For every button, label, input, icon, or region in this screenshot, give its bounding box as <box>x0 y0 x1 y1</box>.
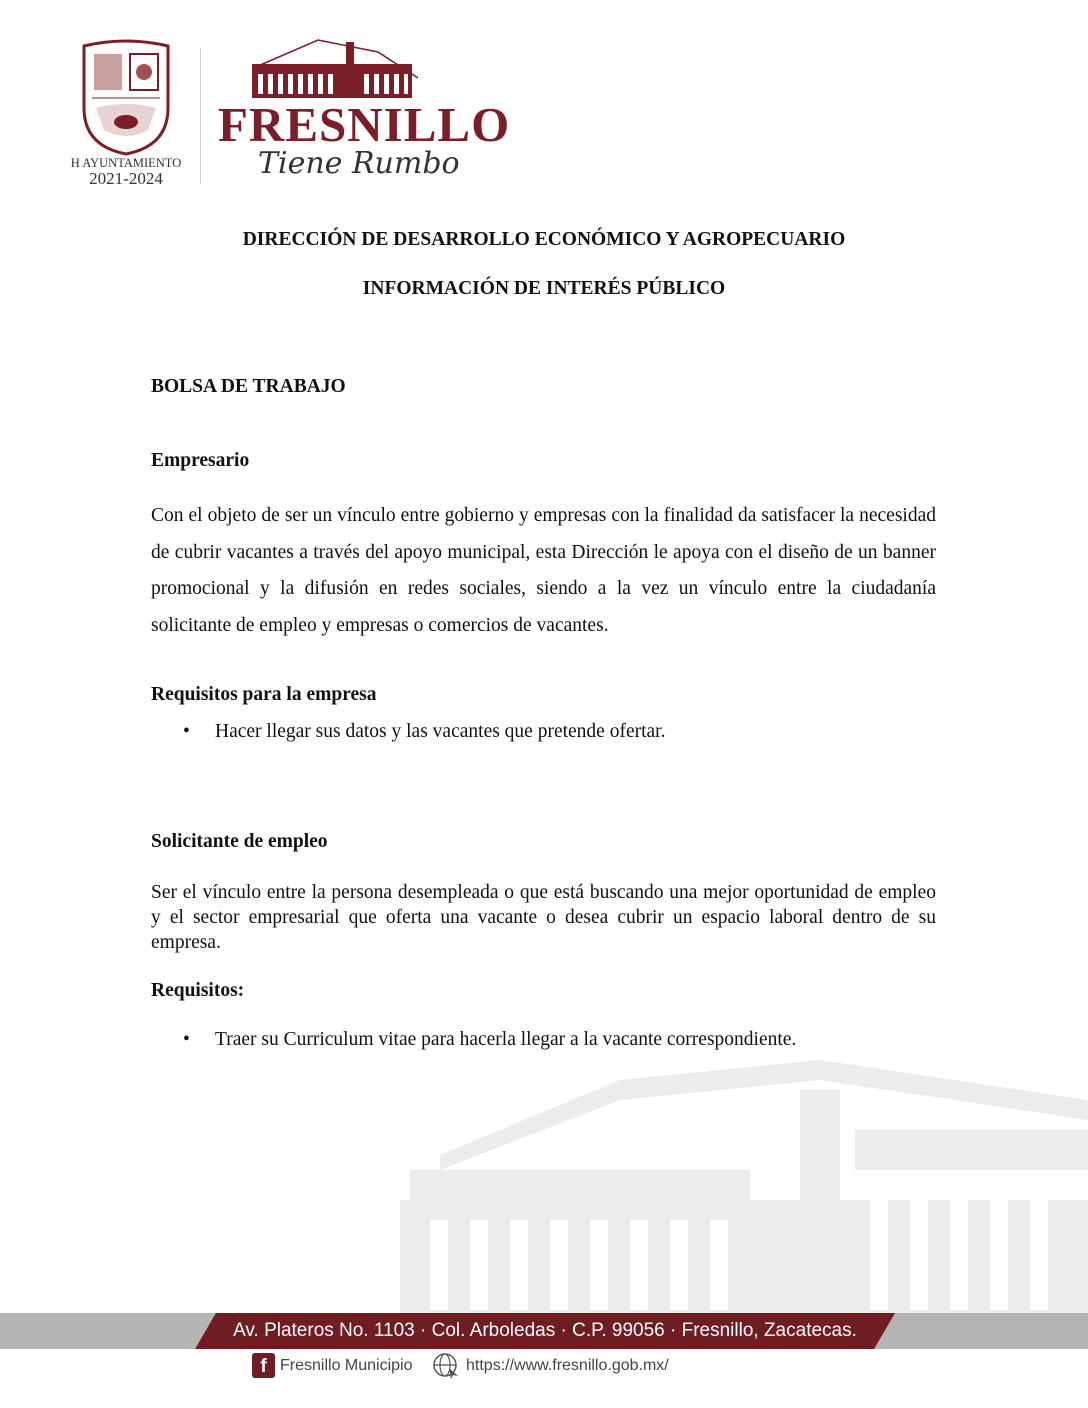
footer-address: Av. Plateros No. 1103 · Col. Arboledas · C.P. 99056 · Fresnillo, Zacatecas. <box>233 1320 857 1341</box>
facebook-link[interactable]: Fresnillo Municipio <box>280 1357 413 1374</box>
brand-name: FRESNILLO <box>218 97 511 152</box>
facebook-icon: f <box>252 1353 275 1378</box>
solicitante-requirements-heading: Requisitos: <box>151 980 245 1001</box>
section-heading: BOLSA DE TRABAJO <box>151 376 346 397</box>
globe-icon <box>432 1352 460 1380</box>
seal-caption <box>64 156 188 187</box>
website-link[interactable]: https://www.fresnillo.gob.mx/ <box>466 1357 669 1374</box>
empresario-heading: Empresario <box>151 450 250 471</box>
document-title: DIRECCIÓN DE DESARROLLO ECONÓMICO Y AGROPECUARIO <box>242 229 846 250</box>
solicitante-paragraph: Ser el vínculo entre la persona desempleada o que está buscando una mejor oportunidad de empleo y el sector empresarial que oferta una vacante o desea cubrir un espacio laboral dentro de su empresa. <box>151 882 936 953</box>
empresa-requirement-item: Hacer llegar sus datos y las vacantes que pretende ofertar. <box>215 721 666 742</box>
building-watermark <box>400 1060 1088 1315</box>
logo-divider <box>200 48 201 184</box>
document-subtitle: INFORMACIÓN DE INTERÉS PÚBLICO <box>362 278 726 299</box>
empresa-requirements-heading: Requisitos para la empresa <box>151 684 377 705</box>
bullet-icon: • <box>183 721 190 742</box>
empresario-paragraph: Con el objeto de ser un vínculo entre gobierno y empresas con la finalidad da satisfacer la necesidad de cubrir vacantes a través del apoyo municipal, esta Dirección le apoya con el diseño de un banner promocional y la difusión en redes sociales, siendo a la vez un vínculo entre la ciudadanía solicitante de empleo y empresas o comercios de vacantes. <box>151 505 936 636</box>
ayuntamiento-label: H AYUNTAMIENTO <box>70 156 182 170</box>
brand-tagline: Tiene Rumbo <box>258 146 460 181</box>
solicitante-requirement-item: Traer su Curriculum vitae para hacerla llegar a la vacante correspondiente. <box>215 1029 797 1050</box>
ayuntamiento-years: 2021-2024 <box>89 169 163 188</box>
solicitante-heading: Solicitante de empleo <box>151 831 328 852</box>
bullet-icon: • <box>183 1029 190 1050</box>
